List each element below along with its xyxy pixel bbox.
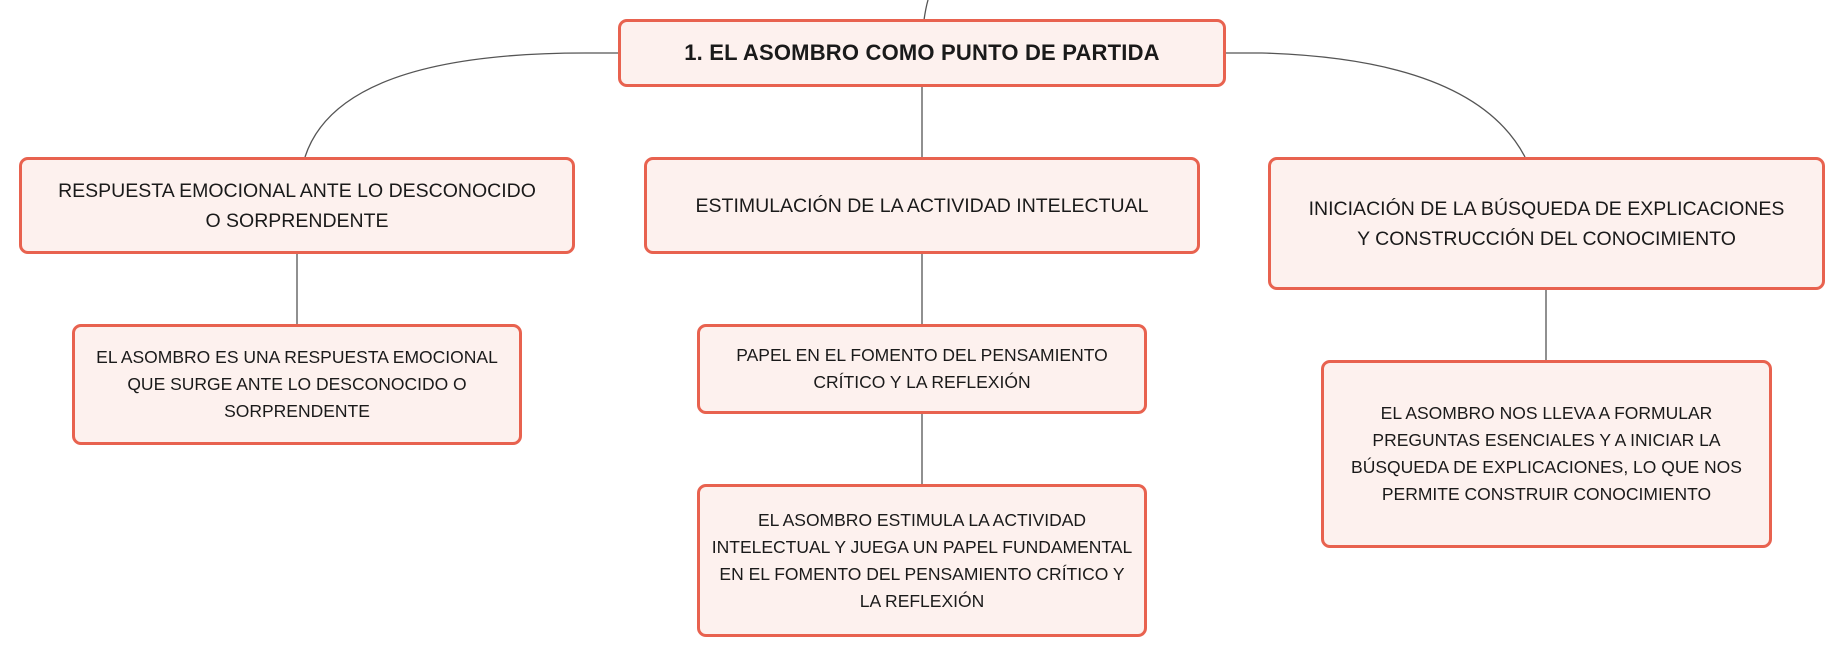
branch-node-search-for-explanations[interactable] bbox=[1268, 157, 1825, 290]
detail-node-knowledge-construction[interactable] bbox=[1321, 360, 1772, 548]
branch-node-label: RESPUESTA EMOCIONAL ANTE LO DESCONOCIDO O SORPRENDENTE bbox=[58, 179, 536, 232]
detail-node-label: EL ASOMBRO NOS LLEVA A FORMULAR PREGUNTAS ESENCIALES Y A INICIAR LA BÚSQUEDA DE EXPLICACIONES, LO QUE NOS PERMITE CONSTRUIR CONOCIMIENTO bbox=[1351, 403, 1742, 504]
connector-root-to-emotional-response bbox=[305, 53, 620, 157]
root-node[interactable] bbox=[618, 19, 1226, 87]
connector-parent-to-root bbox=[924, 0, 928, 20]
root-node-label: 1. EL ASOMBRO COMO PUNTO DE PARTIDA bbox=[684, 40, 1160, 65]
detail-node-label: EL ASOMBRO ESTIMULA LA ACTIVIDAD INTELECTUAL Y JUEGA UN PAPEL FUNDAMENTAL EN EL FOMENTO DEL PENSAMIENTO CRÍTICO Y LA REFLEXIÓN bbox=[711, 509, 1133, 611]
branch-node-intellectual-activity[interactable] bbox=[644, 157, 1200, 254]
detail-node-label: EL ASOMBRO ES UNA RESPUESTA EMOCIONAL QUE SURGE ANTE LO DESCONOCIDO O SORPRENDENTE bbox=[96, 347, 498, 421]
detail-node-label: PAPEL EN EL FOMENTO DEL PENSAMIENTO CRÍTICO Y LA REFLEXIÓN bbox=[736, 345, 1108, 392]
connector-root-to-search-for-explanations bbox=[1224, 53, 1525, 157]
branch-node-emotional-response[interactable] bbox=[19, 157, 575, 254]
detail-node-emotional-response[interactable] bbox=[72, 324, 522, 445]
branch-node-label: INICIACIÓN DE LA BÚSQUEDA DE EXPLICACIONES Y CONSTRUCCIÓN DEL CONOCIMIENTO bbox=[1308, 197, 1785, 250]
detail-node-critical-thinking[interactable] bbox=[697, 324, 1147, 414]
detail-node-intellectual-stimulation[interactable] bbox=[697, 484, 1147, 637]
branch-node-label: ESTIMULACIÓN DE LA ACTIVIDAD INTELECTUAL bbox=[695, 194, 1149, 217]
